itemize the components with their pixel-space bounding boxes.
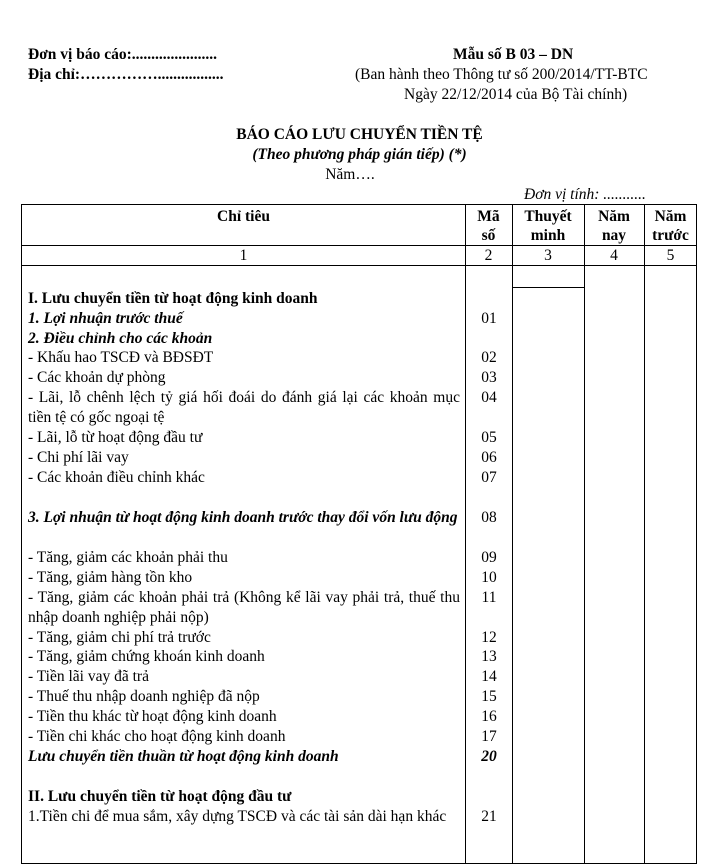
col-divider (584, 204, 585, 864)
col-number: 5 (666, 247, 675, 264)
address-label: Địa chỉ:……………................. (28, 66, 224, 83)
header-note-line2: minh (530, 227, 566, 244)
col-number: 4 (610, 247, 618, 264)
section-operating: I. Lưu chuyển tiền từ hoạt động kinh doanh (28, 290, 318, 307)
table-row-code: 13 (481, 648, 497, 665)
table-row-code: 07 (481, 469, 497, 486)
header-indicator: Chỉ tiêu (217, 208, 270, 225)
table-row-label: - Lãi, lỗ từ hoạt động đầu tư (28, 429, 203, 446)
table-row-label: 2. Điều chỉnh cho các khoản (28, 330, 213, 347)
table-row-label: - Các khoản dự phòng (28, 369, 166, 386)
table-row-code: 06 (481, 449, 497, 466)
table-row-label: - Tiền lãi vay đã trả (28, 668, 149, 685)
table-row-code: 02 (481, 349, 497, 366)
table-row-label: 1. Lợi nhuận trước thuế (28, 310, 183, 327)
col-number: 3 (544, 247, 552, 264)
table-row-code: 15 (481, 688, 497, 705)
table-row-label: Lưu chuyển tiền thuần từ hoạt động kinh doanh (28, 748, 339, 765)
header-code-line1: Mã (477, 208, 500, 225)
table-row-code: 12 (481, 629, 497, 646)
table-row-code: 04 (481, 389, 497, 406)
table-row-label: - Tiền thu khác từ hoạt động kinh doanh (28, 708, 277, 725)
table-row-code: 14 (481, 668, 497, 685)
header-this-year-line1: Năm (598, 208, 630, 225)
col-number: 2 (484, 247, 493, 264)
table-row-code: 09 (481, 549, 497, 566)
table-row-label: - Tăng, giảm các khoản phải thu (28, 549, 228, 566)
table-row-label: - Tiền chi khác cho hoạt động kinh doanh (28, 728, 286, 745)
col-number: 1 (239, 247, 248, 264)
table-row-code: 21 (481, 808, 497, 825)
issued-by-text: (Ban hành theo Thông tư số 200/2014/TT-BTC (355, 66, 648, 83)
table-row-label: - Tăng, giảm chứng khoán kinh doanh (28, 648, 265, 665)
report-year: Năm…. (325, 166, 375, 183)
table-row-code: 17 (481, 728, 497, 745)
table-row-label: - Khấu hao TSCĐ và BĐSĐT (28, 349, 214, 366)
currency-unit: Đơn vị tính: ........... (524, 186, 646, 203)
table-row-label: - Thuế thu nhập doanh nghiệp đã nộp (28, 688, 260, 705)
table-row-label: - Tăng, giảm các khoản phải trả (Không kể lãi vay phải trả, thuế thu nhập doanh nghiệp phải nộp) (28, 589, 460, 626)
cell-divider (512, 287, 584, 288)
table-row-label: 3. Lợi nhuận từ hoạt động kinh doanh trước thay đổi vốn lưu động (28, 509, 458, 526)
section-investing: II. Lưu chuyển tiền từ hoạt động đầu tư (28, 788, 292, 805)
table-row-label: - Chi phí lãi vay (28, 449, 129, 466)
form-number: Mẫu số B 03 – DN (453, 46, 574, 63)
table-row-label: - Tăng, giảm hàng tồn kho (28, 569, 193, 586)
table-row-code: 01 (481, 310, 497, 327)
report-method: (Theo phương pháp gián tiếp) (*) (252, 146, 467, 163)
table-row-label: - Lãi, lỗ chênh lệch tỷ giá hối đoái do đánh giá lại các khoản mục tiền tệ có gốc ngoại tệ (28, 389, 460, 426)
table-row-label (28, 807, 460, 827)
table-row-code: 05 (481, 429, 497, 446)
col-divider (644, 204, 645, 864)
report-title: BÁO CÁO LƯU CHUYỂN TIỀN TỆ (236, 126, 483, 143)
header-prev-year-line2: trước (652, 227, 689, 244)
issued-date-text: Ngày 22/12/2014 của Bộ Tài chính) (404, 86, 628, 103)
header-code-line2: số (481, 227, 496, 244)
reporting-unit-label: Đơn vị báo cáo:...................... (28, 46, 217, 63)
table-row-code: 11 (481, 589, 497, 606)
table-row-code: 20 (481, 748, 497, 765)
table-row-code: 03 (481, 369, 497, 386)
header-prev-year-line1: Năm (654, 208, 687, 225)
header-this-year-line2: nay (601, 227, 627, 244)
header-note-line1: Thuyết (524, 208, 572, 225)
table-row-label: - Tăng, giảm chi phí trả trước (28, 629, 211, 646)
table-row-label-text: 1.Tiền chi để mua sắm, xây dựng TSCĐ và các tài sản dài hạn khác (28, 808, 447, 825)
table-row-code: 10 (481, 569, 497, 586)
table-row-label: - Các khoản điều chỉnh khác (28, 469, 205, 486)
table-row-code: 08 (481, 509, 497, 526)
col-divider (512, 204, 513, 864)
table-row-code: 16 (481, 708, 497, 725)
